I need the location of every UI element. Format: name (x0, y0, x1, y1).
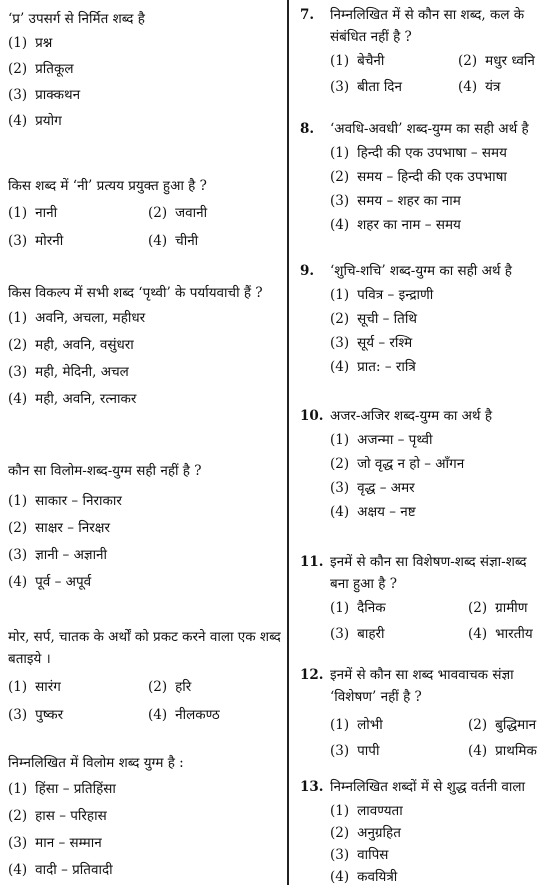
question-stem-line-2: ‘विशेषण’ नहीं है ? (330, 689, 422, 705)
question-stem: कौन सा विलोम-शब्द-युग्म सही नहीं है ? (8, 463, 202, 479)
column-divider (287, 0, 289, 885)
option-2[interactable]: (2) प्रतिकूल (8, 61, 74, 77)
option-3[interactable]: (3) ज्ञानी – अज्ञानी (8, 547, 108, 563)
question-stem: निम्नलिखित में विलोम शब्द युग्म है : (8, 755, 184, 771)
question-2 (8, 175, 284, 249)
question-number: 13. (300, 779, 324, 795)
option-4[interactable]: (4) अक्षय – नष्ट (330, 504, 416, 520)
option-3[interactable]: (3) प्राक्कथन (8, 87, 81, 103)
option-1[interactable]: (1) पवित्र – इन्द्राणी (330, 287, 434, 303)
option-4[interactable]: (4) पूर्व – अपूर्व (8, 574, 92, 590)
option-2[interactable]: (2) मही, अवनि, वसुंधरा (8, 337, 134, 353)
question-12 (290, 664, 560, 759)
option-3[interactable]: (3) पापी (330, 743, 380, 759)
question-stem: ‘शुचि-शचि’ शब्द-युग्म का सही अर्थ है (330, 263, 512, 279)
question-stem-line-1: इनमें से कौन सा विशेषण-शब्द संज्ञा-शब्द (330, 554, 527, 570)
question-stem: किस शब्द में ‘नी’ प्रत्यय प्रयुक्त हुआ है ? (8, 178, 207, 194)
option-4[interactable]: (4) यंत्र (458, 79, 501, 95)
question-number: 12. (300, 667, 324, 683)
option-4[interactable]: (4) प्राथमिक (468, 743, 537, 759)
question-number: 9. (300, 263, 315, 279)
option-3[interactable]: (3) सूर्य – रश्मि (330, 335, 413, 351)
question-stem-line-2: बना हुआ है ? (330, 576, 397, 592)
option-1[interactable]: (1) बेचैनी (330, 53, 385, 69)
option-2[interactable]: (2) अनुग्रहित (330, 825, 401, 841)
option-2[interactable]: (2) हास – परिहास (8, 808, 107, 824)
question-1 (8, 8, 284, 129)
question-7 (290, 4, 560, 95)
option-1[interactable]: (1) लावण्यता (330, 803, 403, 819)
question-4 (8, 460, 284, 590)
option-1[interactable]: (1) हिंसा – प्रतिहिंसा (8, 781, 116, 797)
question-10 (290, 405, 560, 520)
option-2[interactable]: (2) जो वृद्ध न हो – आँगन (330, 456, 465, 472)
option-4[interactable]: (4) कवयित्री (330, 869, 398, 885)
question-5 (8, 626, 284, 723)
option-4[interactable]: (4) भारतीय (468, 626, 533, 642)
option-4[interactable]: (4) चीनी (148, 233, 199, 249)
question-stem: ‘प्र’ उपसर्ग से निर्मित शब्द है (8, 11, 145, 27)
option-3[interactable]: (3) मही, मेदिनी, अचल (8, 364, 129, 380)
question-stem-line-1: निम्नलिखित में से कौन सा शब्द, कल के (330, 7, 525, 23)
option-1[interactable]: (1) नानी (8, 205, 58, 221)
option-3[interactable]: (3) वापिस (330, 847, 389, 863)
option-3[interactable]: (3) समय – शहर का नाम (330, 193, 461, 209)
option-4[interactable]: (4) नीलकण्ठ (148, 707, 220, 723)
question-number: 8. (300, 121, 315, 137)
question-stem: ‘अवधि-अवधी’ शब्द-युग्म का सही अर्थ है (330, 121, 529, 137)
option-3[interactable]: (3) पुष्कर (8, 707, 64, 723)
option-2[interactable]: (2) जवानी (148, 205, 208, 221)
option-1[interactable]: (1) प्रश्न (8, 35, 53, 51)
option-3[interactable]: (3) बीता दिन (330, 79, 402, 95)
option-1[interactable]: (1) सारंग (8, 679, 61, 695)
option-1[interactable]: (1) अजन्मा – पृथ्वी (330, 432, 433, 448)
question-stem: अजर-अजिर शब्द-युग्म का अर्थ है (330, 408, 493, 424)
question-3 (8, 282, 284, 407)
question-number: 10. (300, 408, 324, 424)
options (8, 30, 284, 129)
question-stem-line-1: इनमें से कौन सा शब्द भाववाचक संज्ञा (330, 667, 514, 683)
question-stem: किस विकल्प में सभी शब्द ‘पृथ्वी’ के पर्यायवाची हैं ? (8, 285, 263, 301)
question-13 (290, 776, 560, 885)
option-4[interactable]: (4) वादी – प्रतिवादी (8, 862, 113, 878)
option-1[interactable]: (1) दैनिक (330, 600, 386, 616)
option-1[interactable]: (1) हिन्दी की एक उपभाषा – समय (330, 145, 507, 161)
option-2[interactable]: (2) मधुर ध्वनि (458, 53, 535, 69)
question-stem: निम्नलिखित शब्दों में से शुद्ध वर्तनी वाला (330, 779, 526, 795)
option-2[interactable]: (2) सूची – तिथि (330, 311, 417, 327)
question-11 (290, 551, 560, 642)
option-3[interactable]: (3) मोरनी (8, 233, 64, 249)
option-2[interactable]: (2) ग्रामीण (468, 600, 528, 616)
option-4[interactable]: (4) मही, अवनि, रत्नाकर (8, 391, 137, 407)
option-1[interactable]: (1) साकार – निराकार (8, 493, 122, 509)
question-6 (8, 752, 284, 878)
option-3[interactable]: (3) वृद्ध – अमर (330, 480, 415, 496)
option-4[interactable]: (4) प्रात: – रात्रि (330, 359, 416, 375)
option-4[interactable]: (4) प्रयोग (8, 113, 62, 129)
question-number: 11. (300, 554, 324, 570)
question-stem: मोर, सर्प, चातक के अर्थों को प्रकट करने वाला एक शब्द बताइये । (8, 629, 281, 667)
option-1[interactable]: (1) अवनि, अचला, महीधर (8, 310, 146, 326)
question-8 (290, 118, 560, 233)
option-2[interactable]: (2) साक्षर – निरक्षर (8, 520, 110, 536)
option-2[interactable]: (2) हरि (148, 679, 192, 695)
option-3[interactable]: (3) बाहरी (330, 626, 385, 642)
question-stem-line-2: संबंधित नहीं है ? (330, 29, 412, 45)
option-1[interactable]: (1) लोभी (330, 717, 383, 733)
question-number: 7. (300, 7, 315, 23)
option-2[interactable]: (2) समय – हिन्दी की एक उपभाषा (330, 169, 507, 185)
question-9 (290, 260, 560, 375)
option-4[interactable]: (4) शहर का नाम – समय (330, 217, 461, 233)
option-3[interactable]: (3) मान – सम्मान (8, 835, 102, 851)
option-2[interactable]: (2) बुद्धिमान (468, 717, 537, 733)
